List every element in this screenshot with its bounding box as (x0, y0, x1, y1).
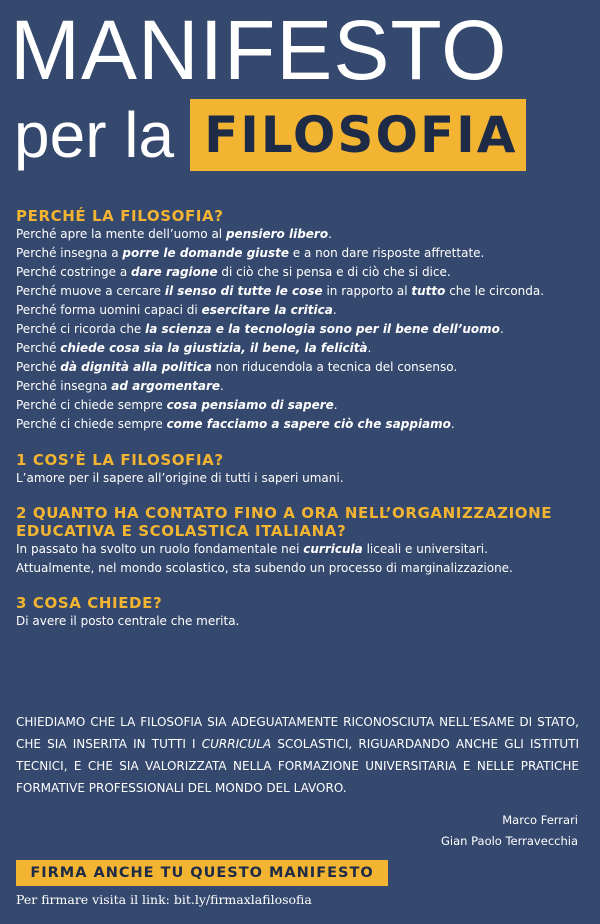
authors (441, 810, 578, 852)
why-line-text: . (367, 341, 372, 355)
author-name: Marco Ferrari (502, 813, 578, 827)
subtitle (14, 96, 526, 174)
why-line-text: Perché (16, 360, 61, 374)
why-line-text: di ciò che si pensa e di ciò che si dice. (217, 265, 451, 279)
why-line-emphasis: come facciamo a sapere ciò che sappiamo (166, 417, 451, 431)
section-2-heading-line2: EDUCATIVA E SCOLASTICA ITALIANA? (16, 522, 347, 540)
why-line-emphasis: dà dignità alla politica (60, 360, 212, 374)
why-line-emphasis: esercitare la critica (201, 303, 333, 317)
why-line-text: . (328, 227, 332, 241)
why-line (16, 282, 586, 301)
page-title: MANIFESTO (10, 3, 508, 97)
why-line-text: . (333, 398, 338, 412)
section-2-heading-line1: 2 QUANTO HA CONTATO FINO A ORA NELL’ORGANIZZAZIONE (16, 504, 553, 522)
section-2-text1 (16, 540, 586, 559)
why-line-text: che le circonda. (445, 284, 545, 298)
section-3-heading: 3 COSA CHIEDE? (16, 594, 163, 612)
why-line-emphasis: la scienza e la tecnologia sono per il bene dell’uomo (145, 322, 500, 336)
why-line (16, 396, 586, 415)
why-line-emphasis: il senso di tutte le cose (164, 284, 323, 298)
why-line-emphasis: dare ragione (131, 265, 218, 279)
section-2-text2: Attualmente, nel mondo scolastico, sta subendo un processo di marginalizzazione. (16, 561, 513, 575)
why-line-text: Perché apre la mente dell’uomo al (16, 227, 226, 241)
why-line (16, 244, 586, 263)
why-line-text: Perché muove a cercare (16, 284, 165, 298)
why-line-text: in rapporto al (322, 284, 412, 298)
why-line-text: . (450, 417, 455, 431)
why-line (16, 320, 586, 339)
why-line-emphasis: pensiero libero (225, 227, 329, 241)
request-text: CHIEDIAMO CHE LA FILOSOFIA SIA ADEGUATAMENTE RICONOSCIUTA NELL’ESAME DI STATO, CHE SIA INSERITA IN TUTTI I (16, 715, 579, 751)
why-line-text: Perché (16, 341, 61, 355)
why-line-emphasis: chiede cosa sia la giustizia, il bene, la felicità (60, 341, 368, 355)
request-paragraph (16, 711, 579, 799)
why-line-emphasis: ad argomentare (111, 379, 221, 393)
why-line (16, 377, 586, 396)
why-line-text: . (499, 322, 504, 336)
why-line-text: Perché ci ricorda che (16, 322, 146, 336)
why-line-emphasis: tutto (411, 284, 446, 298)
why-line-emphasis: porre le domande giuste (122, 246, 289, 260)
subtitle-prefix: per la (14, 99, 175, 171)
why-line-text: Perché insegna a (16, 246, 123, 260)
why-line-text: . (220, 379, 224, 393)
why-line (16, 339, 586, 358)
section-why-heading: PERCHÉ LA FILOSOFIA? (16, 207, 224, 225)
why-line-text: . (332, 303, 337, 317)
section-2-text1-emphasis: curricula (303, 542, 363, 556)
why-line-text: Perché costringe a (16, 265, 132, 279)
why-line-emphasis: cosa pensiamo di sapere (166, 398, 334, 412)
section-2-text1-suffix: liceali e universitari. (362, 542, 488, 556)
why-line (16, 225, 586, 244)
why-line (16, 358, 586, 377)
request-text: SCOLASTICI, RIGUARDANDO ANCHE GLI ISTITUTI TECNICI, E CHE SIA VALORIZZATA NELLA FORMAZIONE UNIVERSITARIA E NELLE PRATICHE FORMATIVE PROFESSIONALI DEL MONDO DEL LAVORO. (16, 737, 579, 795)
why-line (16, 415, 586, 434)
manifesto-content (16, 207, 586, 631)
why-line (16, 301, 586, 320)
why-line-text: e a non dare risposte affrettate. (288, 246, 485, 260)
section-why-lines (16, 225, 586, 434)
subtitle-highlight: FILOSOFIA (190, 99, 526, 171)
why-line (16, 263, 586, 282)
section-3-text: Di avere il posto centrale che merita. (16, 614, 240, 628)
why-line-text: Perché forma uomini capaci di (16, 303, 202, 317)
sign-link-text[interactable]: Per firmare visita il link: bit.ly/firmaxlafilosofia (16, 892, 312, 907)
section-1-text: L’amore per il sapere all’origine di tutti i saperi umani. (16, 471, 344, 485)
request-emphasis: CURRICULA (201, 737, 272, 751)
section-2-text1-prefix: In passato ha svolto un ruolo fondamentale nei (16, 542, 304, 556)
author-name: Gian Paolo Terravecchia (441, 834, 578, 848)
why-line-text: non riducendola a tecnica del consenso. (211, 360, 458, 374)
why-line-text: Perché ci chiede sempre (16, 417, 167, 431)
why-line-text: Perché ci chiede sempre (16, 398, 167, 412)
sign-manifesto-banner: FIRMA ANCHE TU QUESTO MANIFESTO (16, 860, 388, 886)
section-1-heading: 1 COS’È LA FILOSOFIA? (16, 451, 224, 469)
why-line-text: Perché insegna (16, 379, 112, 393)
